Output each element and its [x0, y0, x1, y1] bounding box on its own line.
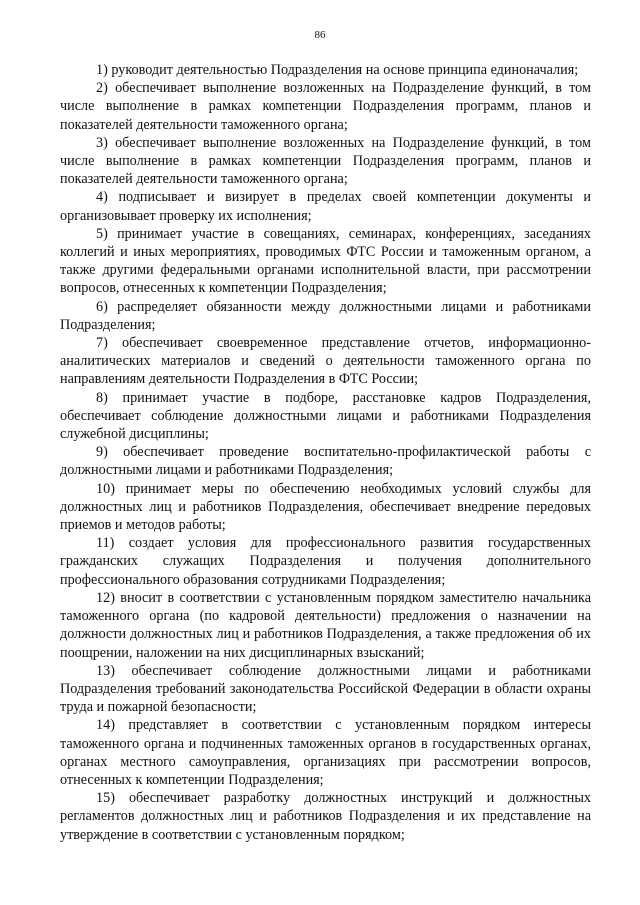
list-item-4: 4) подписывает и визирует в пределах своей компетенции документы и организовывает проверку их исполнения;: [60, 189, 591, 224]
list-item-14: 14) представляет в соответствии с установленным порядком интересы таможенного органа и подчиненных таможенных органов в государственных органах, органах местного самоуправления, организациях при рассмотрении вопросов, отнесенных к компетенции Подразделения;: [60, 717, 591, 788]
list-item-2: 2) обеспечивает выполнение возложенных на Подразделение функций, в том числе выполнение в рамках компетенции Подразделения программ, планов и показателей деятельности таможенного органа;: [60, 80, 591, 133]
list-item-3: 3) обеспечивает выполнение возложенных на Подразделение функций, в том числе выполнение в рамках компетенции Подразделения программ, планов и показателей деятельности таможенного органа;: [60, 134, 591, 188]
body-text: [60, 61, 591, 844]
list-item-13: 13) обеспечивает соблюдение должностными лицами и работниками Подразделения требований законодательства Российской Федерации в области охраны труда и пожарной безопасности;: [60, 662, 591, 716]
list-item-9: 9) обеспечивает проведение воспитательно-профилактической работы с должностными лицами и работниками Подразделения;: [60, 444, 591, 479]
list-item-8: 8) принимает участие в подборе, расстановке кадров Подразделения, обеспечивает соблюдение должностными лицами и работниками Подразделения служебной дисциплины;: [60, 389, 591, 443]
list-item-15: 15) обеспечивает разработку должностных инструкций и должностных регламентов должностных лиц и работников Подразделения и их представление на утверждение в соответствии с установленным порядком;: [60, 790, 591, 843]
page-number: 86: [314, 29, 326, 41]
list-item-7: 7) обеспечивает своевременное представление отчетов, информационно-аналитических материалов и сведений о деятельности таможенного органа по направлениям деятельности Подразделения в ФТС России;: [60, 335, 591, 388]
list-item-5: 5) принимает участие в совещаниях, семинарах, конференциях, заседаниях коллегий и иных мероприятиях, проводимых ФТС России и таможенным органом, а также другими федеральными органами исполнительной власти, при рассмотрении вопросов, отнесенных к компетенции Подразделения;: [60, 225, 591, 297]
list-item-11: 11) создает условия для профессионального развития государственных гражданских служащих Подразделения и получения дополнительного профессионального образования сотрудниками Подразделения;: [60, 535, 591, 588]
list-item-12: 12) вносит в соответствии с установленным порядком заместителю начальника таможенного органа (по кадровой деятельности) предложения о назначении на должности должностных лиц и работников Подразделения, а также предложения об их поощрении, наложении на них дисциплинарных взысканий;: [60, 589, 591, 661]
list-item-6: 6) распределяет обязанности между должностными лицами и работниками Подразделения;: [60, 298, 591, 333]
list-item-1: 1) руководит деятельностью Подразделения на основе принципа единоначалия;: [96, 62, 579, 78]
list-item-10: 10) принимает меры по обеспечению необходимых условий службы для должностных лиц и работников Подразделения, обеспечивает внедрение передовых приемов и методов работы;: [60, 480, 591, 534]
